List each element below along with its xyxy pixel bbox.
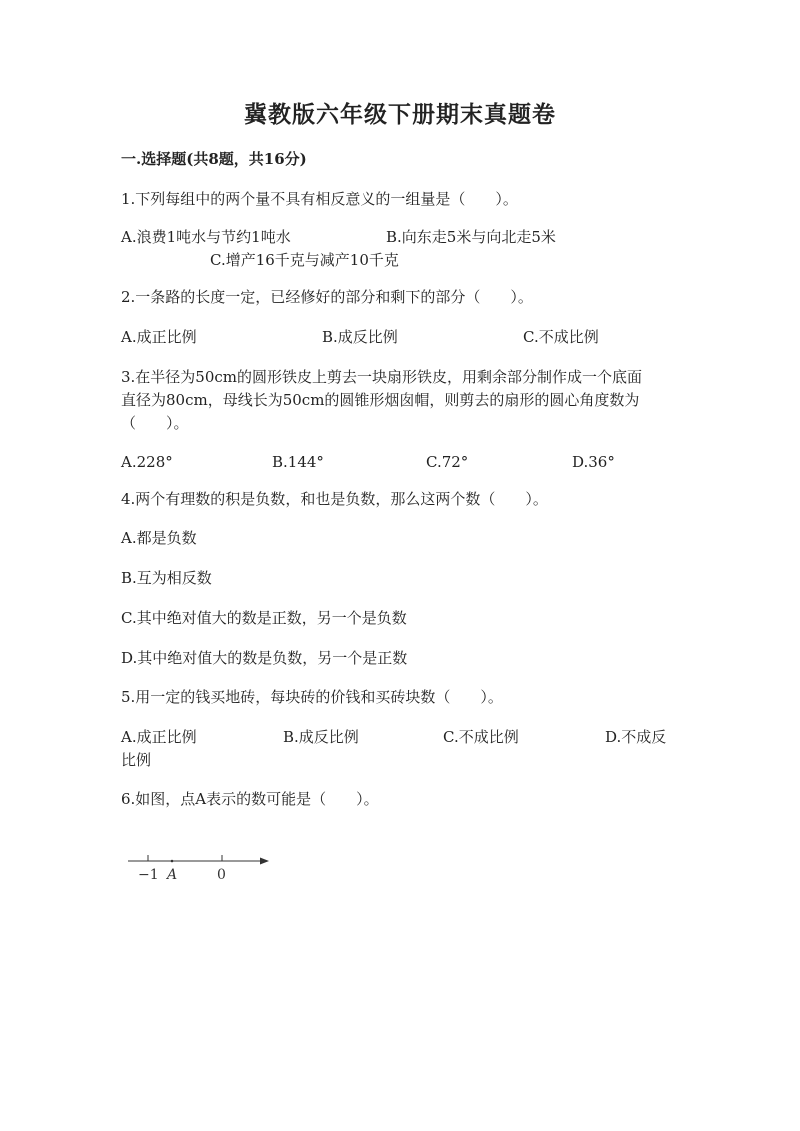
question-5-option-d: D.不成反 [605, 728, 667, 746]
tick-label-minus-one: −1 [138, 867, 159, 883]
question-4-option-d: D.其中绝对值大的数是负数，另一个是正数 [121, 649, 408, 667]
question-4-option-a: A.都是负数 [121, 529, 197, 547]
question-4-option-c: C.其中绝对值大的数是正数，另一个是负数 [121, 609, 407, 627]
question-5-option-d-continued: 比例 [121, 751, 152, 769]
question-1-stem: 1.下列每组中的两个量不具有相反意义的一组量是（ ）。 [121, 190, 518, 208]
number-line-figure [125, 850, 275, 890]
question-3-option-b: B.144° [272, 453, 324, 471]
question-1-option-b: B.向东走5米与向北走5米 [386, 228, 556, 246]
question-6-stem: 6.如图，点A表示的数可能是（ ）。 [121, 790, 379, 808]
question-3-stem-line-1: 3.在半径为50cm的圆形铁皮上剪去一块扇形铁皮，用剩余部分制作成一个底面 [121, 368, 643, 386]
question-3-option-a: A.228° [121, 453, 173, 471]
question-2-option-a: A.成正比例 [121, 328, 197, 346]
section-heading: 一.选择题(共8题，共16分) [121, 150, 307, 168]
point-a [171, 860, 174, 863]
question-2-option-b: B.成反比例 [322, 328, 398, 346]
question-3-stem-line-2: 直径为80cm，母线长为50cm的圆锥形烟囱帽，则剪去的扇形的圆心角度数为 [121, 391, 640, 409]
question-5-option-c: C.不成比例 [443, 728, 519, 746]
question-3-option-d: D.36° [572, 453, 615, 471]
question-5-stem: 5.用一定的钱买地砖，每块砖的价钱和买砖块数（ ）。 [121, 688, 503, 706]
point-a-label: A [167, 867, 178, 883]
question-1-option-a: A.浪费1吨水与节约1吨水 [121, 228, 291, 246]
question-3-option-c: C.72° [426, 453, 469, 471]
question-5-option-b: B.成反比例 [283, 728, 359, 746]
page-title: 冀教版六年级下册期末真题卷 [244, 101, 556, 128]
question-1-option-c: C.增产16千克与减产10千克 [210, 251, 399, 269]
question-5-option-a: A.成正比例 [121, 728, 197, 746]
question-3-stem-line-3: （ ）。 [121, 414, 189, 432]
question-4-option-b: B.互为相反数 [121, 569, 212, 587]
question-2-option-c: C.不成比例 [523, 328, 599, 346]
tick-label-zero: 0 [217, 867, 226, 883]
number-line-arrow [260, 858, 269, 865]
question-2-stem: 2.一条路的长度一定，已经修好的部分和剩下的部分（ ）。 [121, 288, 533, 306]
question-4-stem: 4.两个有理数的积是负数，和也是负数，那么这两个数（ ）。 [121, 490, 548, 508]
